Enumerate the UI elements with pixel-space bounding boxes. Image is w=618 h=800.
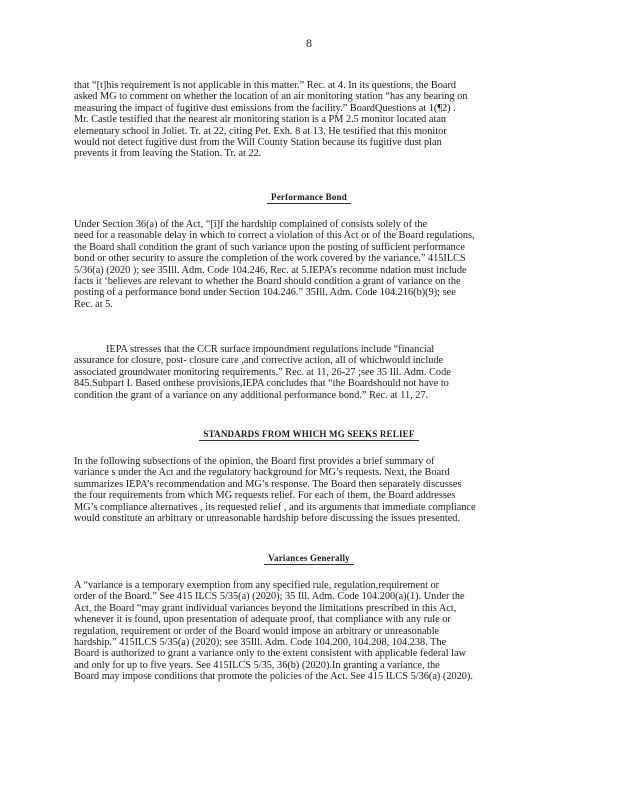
text-line: measuring the impact of fugitive dust emissions from the facility.” BoardQuestions at 1(¶2) . [74,102,456,114]
text-line: Board may impose conditions that promote the policies of the Act. See 415 ILCS 5/36(a) (2020). [74,671,473,683]
section-heading-performance-bond [0,192,618,202]
text-line: would constitute an arbitrary or unreasonable hardship before discussing the issues presented. [74,513,461,525]
text-line: Act, the Board “may grant individual variances beyond the limitations prescribed in this Act, [74,602,457,614]
text-line: In the following subsections of the opinion, the Board first provides a brief summary of [74,456,435,467]
text-line: 5/36(a) (2020 ); see 35Ill. Adm. Code 104.246, Rec. at 5.IEPA’s recomme ndation must include [74,264,467,276]
text-line: Board is authorized to grant a variance only to the extent consistent with applicable federal law [74,648,467,660]
section-heading-variances-generally [0,553,618,563]
text-line: regulation, requirement or order of the Board would impose an arbitrary or unreasonable [74,625,440,637]
text-line: Mr. Castle testified that the nearest air monitoring station is a PM 2.5 monitor located atan [74,114,447,126]
paragraph-iepa-stresses [74,344,532,401]
page-number: 8 [306,36,312,50]
text-line: elementary school in Joliet. Tr. at 22, citing Pet. Exh. 8 at 13. He testified that this monitor [74,125,447,137]
text-line: posting of a performance bond under Section 104.246.” 35Ill. Adm. Code 104.216(b)(9); see [74,287,456,299]
text-line: IEPA stresses that the CCR surface impoundment regulations include “financial [106,344,435,355]
text-line: Under Section 36(a) of the Act, “[i]f the hardship complained of consists solely of the [74,219,428,230]
text-line: the Board shall condition the grant of such variance upon the posting of sufficient performance [74,241,465,253]
text-line: prevents it from leaving the Station. Tr. at 22. [74,148,262,160]
text-line: associated groundwater monitoring requirements.” Rec. at 11, 26-27 ;see 35 Ill. Adm. Code [74,366,451,378]
text-line: 845.Subpart I. Based onthese provisions,IEPA concludes that “the Boardshould not have to [74,378,449,390]
text-line: A “variance is a temporary exemption from any specified rule, regulation,requirement or [74,580,440,591]
text-line: order of the Board.” See 415 ILCS 5/35(a) (2020); 35 Ill. Adm. Code 104.200(a)(1). Under the [74,591,465,603]
text-line: would not detect fugitive dust from the Will County Station because its fugitive dust plan [74,137,442,149]
text-line: asked MG to comment on whether the location of an air monitoring station “has any bearing on [74,91,468,103]
text-line: the four requirements from which MG requests relief. For each of them, the Board addresses [74,490,456,502]
paragraph-variance-definition [74,580,532,683]
text-line: that “[t]his requirement is not applicable in this matter.” Rec. at 4. In its questions, the Board [74,80,457,91]
text-line: bond or other security to assure the completion of the work covered by the variance.” 415ILCS [74,253,466,265]
text-line: summarizes IEPA’s recommendation and MG’s response. The Board then separately discusses [74,478,462,490]
text-line: and only for up to five years. See 415ILCS 5/35, 36(b) (2020).In granting a variance, the [74,659,440,671]
text-line: condition the grant of a variance on any additional performance bond.” Rec. at 11, 27. [74,389,429,401]
heading-text: STANDARDS FROM WHICH MG SEEKS RELIEF [199,429,418,441]
paragraph-section-36a [74,219,532,310]
text-line: need for a reasonable delay in which to correct a violation of this Act or of the Board regulations, [74,230,475,242]
text-line: hardship.” 415ILCS 5/35(a) (2020); see 35Ill. Adm. Code 104.200, 104.208, 104.238. The [74,637,447,649]
paragraph-following-subsections [74,456,532,524]
paragraph-air-monitoring [74,80,532,160]
heading-text: Performance Bond [267,192,351,204]
text-line: whenever it is found, upon presentation of adequate proof, that compliance with any rule or [74,614,451,626]
text-line: assurance for closure, post- closure care ,and corrective action, all of whichwould include [74,355,444,367]
text-line: MG’s compliance alternatives , its requested relief , and its arguments that immediate compliance [74,501,476,513]
text-line: Rec. at 5. [74,298,113,310]
text-line: facts it ‘believes are relevant to whether the Board should condition a grant of variance on the [74,276,461,288]
text-line: variance s under the Act and the regulatory background for MG’s requests. Next, the Board [74,467,450,479]
section-heading-standards [0,429,618,439]
heading-text: Variances Generally [264,553,354,565]
